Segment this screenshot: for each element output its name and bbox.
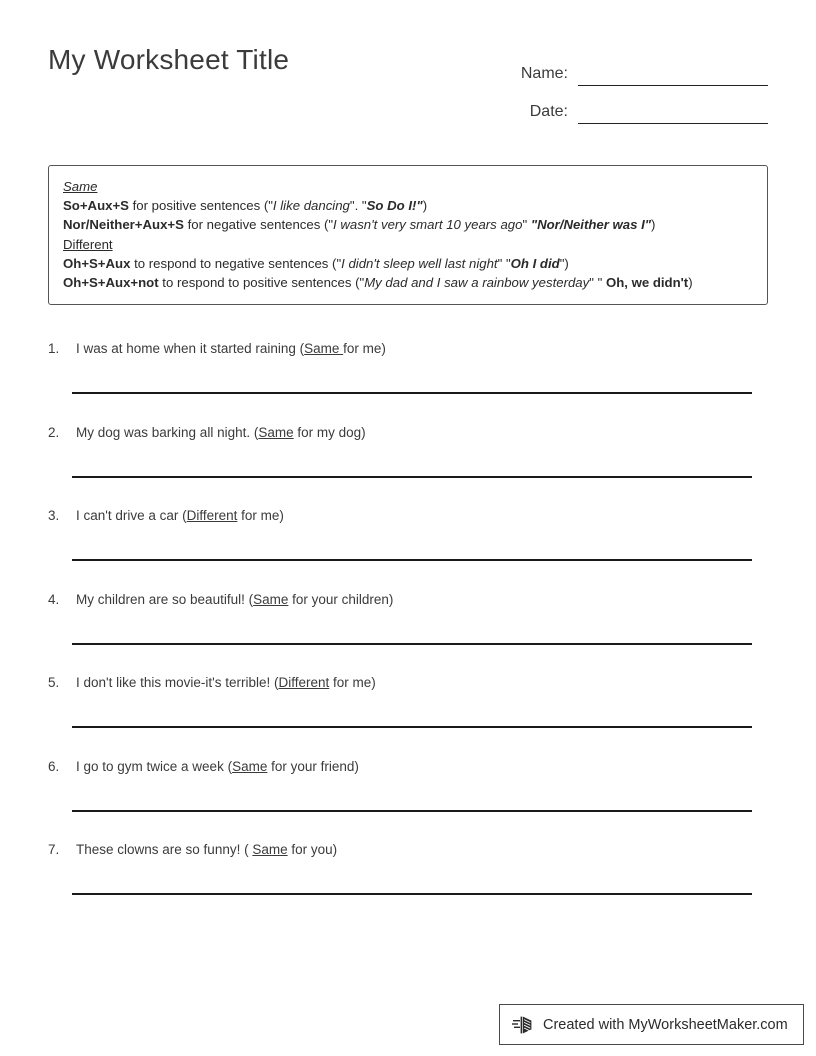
question-text-before: I can't drive a car ( xyxy=(76,508,187,523)
instruction-heading-different-line xyxy=(63,235,753,254)
instruction-same-rule-2 xyxy=(63,215,753,234)
question-row xyxy=(48,674,768,692)
same-rule-2-text-a: for negative sentences (" xyxy=(183,217,334,233)
question-keyword: Different xyxy=(278,675,330,690)
worksheet-header xyxy=(48,44,768,128)
question-number: 2. xyxy=(48,424,60,440)
date-label: Date: xyxy=(529,103,568,120)
question-text-before: I was at home when it started raining ( xyxy=(76,341,305,356)
diff-rule-1-response: Oh I did xyxy=(510,255,560,271)
pennant-flag-icon xyxy=(512,1013,536,1037)
question-text-after: for my dog) xyxy=(293,424,366,440)
formula-oh-s-aux-not: Oh+S+Aux+not xyxy=(63,275,159,291)
answer-line[interactable] xyxy=(72,726,752,728)
diff-rule-2-example: My dad and I saw a rainbow yesterday xyxy=(364,275,590,291)
same-rule-1-text-b: ". " xyxy=(349,198,367,214)
question-number: 6. xyxy=(48,758,60,774)
diff-rule-2-response: Oh, we didn't xyxy=(605,275,689,291)
answer-line[interactable] xyxy=(72,810,752,812)
instruction-heading-same: Same xyxy=(63,179,98,194)
question-item xyxy=(48,758,768,842)
same-rule-1-response: So Do I!" xyxy=(366,198,423,214)
question-row xyxy=(48,507,768,525)
student-fields xyxy=(468,48,768,124)
question-number: 5. xyxy=(48,675,60,690)
name-label: Name: xyxy=(520,65,568,82)
same-rule-1-text-a: for positive sentences (" xyxy=(128,198,273,214)
question-text-after: for you) xyxy=(287,842,338,857)
date-field-row xyxy=(468,86,768,124)
answer-line[interactable] xyxy=(72,643,752,645)
question-list xyxy=(48,340,768,925)
question-keyword: Same xyxy=(304,341,344,356)
question-row xyxy=(48,424,768,442)
question-item xyxy=(48,674,768,758)
instruction-diff-rule-1 xyxy=(63,254,753,273)
answer-line[interactable] xyxy=(72,392,752,394)
created-with-badge[interactable] xyxy=(499,1004,804,1045)
question-text-before: My children are so beautiful! ( xyxy=(76,591,254,607)
question-item xyxy=(48,340,768,424)
answer-line[interactable] xyxy=(72,559,752,561)
question-text-before: I don't like this movie-it's terrible! ( xyxy=(76,675,279,690)
question-keyword: Different xyxy=(186,508,238,523)
formula-oh-s-aux: Oh+S+Aux xyxy=(63,255,131,271)
question-text-after: for me) xyxy=(343,341,386,356)
question-number: 1. xyxy=(48,341,60,356)
name-field-row xyxy=(468,48,768,86)
question-row xyxy=(48,591,768,609)
question-number: 4. xyxy=(48,591,60,607)
question-text xyxy=(76,340,386,358)
question-item xyxy=(48,591,768,675)
same-rule-2-example: I wasn't very smart 10 years ago xyxy=(333,217,523,233)
created-with-label: Created with MyWorksheetMaker.com xyxy=(543,1016,788,1033)
question-row xyxy=(48,340,768,358)
question-keyword: Same xyxy=(258,424,294,440)
question-number: 7. xyxy=(48,842,60,857)
question-text xyxy=(76,507,284,525)
question-text-before: These clowns are so funny! ( xyxy=(76,842,253,857)
diff-rule-2-text-b: " " xyxy=(589,275,606,291)
question-item xyxy=(48,841,768,925)
answer-line[interactable] xyxy=(72,476,752,478)
question-text-before: I go to gym twice a week ( xyxy=(76,758,233,774)
instruction-heading-different: Different xyxy=(63,236,113,252)
question-text xyxy=(76,841,337,859)
page-title: My Worksheet Title xyxy=(48,44,290,75)
question-row xyxy=(48,758,768,776)
diff-rule-1-text-c: ") xyxy=(559,255,569,271)
same-rule-2-text-b: " xyxy=(522,217,531,233)
name-input-line[interactable] xyxy=(578,63,768,86)
question-number: 3. xyxy=(48,508,60,523)
answer-line[interactable] xyxy=(72,893,752,895)
question-text xyxy=(76,758,359,776)
same-rule-2-text-c: ) xyxy=(651,217,656,233)
diff-rule-2-text-c: ) xyxy=(688,275,693,291)
formula-so-aux-s: So+Aux+S xyxy=(63,198,129,214)
diff-rule-1-text-a: to respond to negative sentences (" xyxy=(130,255,342,271)
question-keyword: Same xyxy=(253,591,289,607)
instruction-same-rule-1 xyxy=(63,196,753,215)
question-text-after: for me) xyxy=(237,508,284,523)
question-keyword: Same xyxy=(232,758,268,774)
question-item xyxy=(48,424,768,508)
date-input-line[interactable] xyxy=(578,101,768,124)
question-item xyxy=(48,507,768,591)
instruction-diff-rule-2 xyxy=(63,273,753,292)
question-text xyxy=(76,424,366,442)
question-row xyxy=(48,841,768,859)
question-text-after: for your friend) xyxy=(267,758,359,774)
question-text-before: My dog was barking all night. ( xyxy=(76,424,259,440)
same-rule-2-response: "Nor/Neither was I" xyxy=(530,217,652,233)
instruction-box xyxy=(48,165,768,305)
diff-rule-2-text-a: to respond to positive sentences (" xyxy=(158,275,365,291)
question-text-after: for your children) xyxy=(288,591,394,607)
question-text xyxy=(76,674,376,692)
question-keyword: Same xyxy=(252,842,288,857)
formula-nor-neither-aux-s: Nor/Neither+Aux+S xyxy=(63,217,184,233)
question-text-after: for me) xyxy=(329,675,376,690)
same-rule-1-example: I like dancing xyxy=(272,198,350,214)
instruction-heading-same-line xyxy=(63,177,753,196)
diff-rule-1-example: I didn't sleep well last night xyxy=(341,255,498,271)
diff-rule-1-text-b: " " xyxy=(497,255,511,271)
same-rule-1-text-c: ) xyxy=(422,198,428,214)
question-text xyxy=(76,591,393,609)
